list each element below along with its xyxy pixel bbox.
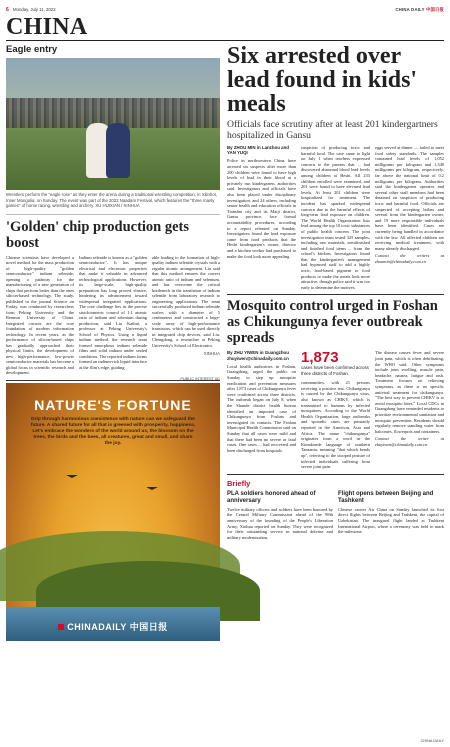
ad-copy: Drip through harmonious coexistence with nature can we safeguard the future. A shared future for all that is greened with prosperity, happiness, Let's embrace the wonders of the world around us, the blossom on the trees, the birds and the bees, all creatures, great and small, and share the joy.: [30, 416, 196, 446]
lead-article-col2: suspicion of producing toxic and harmful food. The case came to light on July 1 when teachers expressed concern to the parents that ... had discovered abnormal blood lead levels among children at Heshi. All 233 children enrolled were examined, and 201 were found to have elevated lead levels. At least 201 children were hospitalized for treatment. The incident has sparked widespread concern due to the harmful effects of long-term lead exposure on children. The World Health Organization lists lead among the top 10 toxic substances of public health concern. The joint investigation team tested 325 samples, including raw materials, semifinished and finished food items ... from the school's kitchen. Investigators found that the kindergarten's management had bypassed staff to add a highly toxic, lead-based pigment to food products to make the meals look more attractive, though police said it was too early to determine the motives.: [301, 145, 370, 290]
mosquito-col1-wrap: [227, 350, 296, 469]
chip-article-col2: Indium selenide is known as a "golden semiconductor". It has unique electrical and electronic properties that make it valuable in advanced technological applications. However, its large-scale, high-quality preparation has long proved elusive, hindering its advancement toward widespread integrated applications. The core challenge lies in the precise stoichiometric control of 1:1 atomic ratio of indium and selenium during production, said Liu Kaihui, a professor at Peking University's School of Physics. Using a liquid indium method, the research team formed amorphous indium selenide films and solid indium under sealed conditions. The reported indium forms formed an indium-rich liquid interface at the film's edge, guiding: [79, 254, 147, 370]
ad-label: PUBLIC INTEREST AD: [180, 376, 220, 381]
brief-headline: PLA soldiers honored ahead of anniversary: [227, 490, 316, 504]
chip-headline: 'Golden' chip production gets boost: [6, 218, 190, 251]
mosquito-article: [227, 350, 444, 469]
lead-article-col3: eggs served at dinner — failed to meet food safety standards. The samples contained lead levels of 1,052 milligrams per kilogram and 1,340 milligrams per kilogram, respectively, far above the national limit of 0.2 milligrams per kilogram. Authorities said the kindergarten operator and several other staff members had been detained on suspicion of producing toxic and harmful food. Officials are suspected of accepting bribes and several from the kindergarten owner, and 19 more responsible individuals have been identified. Cases are currently being handled in accordance with the law. All affected children are receiving medical treatment, with many already discharged.: [375, 145, 444, 251]
bird-icon: [146, 487, 158, 490]
section-title: CHINA: [6, 14, 88, 40]
lead-contact: Contact the writers at zhoumin@chinadaily.com.cn: [375, 253, 444, 264]
divider: [227, 294, 444, 295]
ad-logo: [6, 620, 220, 633]
case-count: 1,873: [301, 349, 339, 367]
brief-item: [227, 491, 333, 541]
wrestler-figure: [106, 123, 130, 178]
wrestling-photo: [6, 58, 220, 190]
right-column: [227, 44, 444, 540]
mosquito-col2-wrap: [301, 350, 370, 469]
footer-brand: CHINA DAILY: [420, 739, 444, 743]
photo-kicker: Eagle entry: [6, 44, 58, 55]
mosquito-article-col1: Local health authorities in Foshan, Guangdong, urged the public on Sunday to step up mosquito eradication and prevention measures after 1,873 cases of Chikungunya fever were confirmed across three districts. The outbreak began on July 8, when the Shunde district health bureau identified an imported case of Chikungunya from Foshan and investigated its contacts. The Foshan Municipal Health Commission said on Sunday that all cases were mild and that there had been no severe or fatal cases. One cases ... had recovered and been discharged from hospitals.: [227, 363, 297, 453]
brief-text: Twelve military officers and soldiers have been honored by the Central Military Commission ahead of the 98th anniversary of the founding of the People's Liberation Army, Xinhua reported on Sunday. They were recognized for their outstanding service in national defense and military modernization.: [227, 506, 333, 540]
lead-col3-wrap: [375, 145, 444, 290]
ad-logo-text: CHINADAILY: [67, 621, 127, 632]
brand-name-cn: 中国日报: [426, 7, 444, 12]
divider: [6, 214, 220, 215]
brand-name: CHINA DAILY: [395, 7, 425, 12]
chip-article-col3-wrap: [152, 255, 220, 376]
lead-col1-wrap: [227, 145, 296, 290]
issue-date: Monday, July 11, 2022: [12, 7, 56, 12]
ad-title: NATURE'S FORTUNE: [34, 396, 192, 413]
lead-subheadline: Officials face scrutiny after at least 201 kindergartners hospitalized in Gansu: [227, 119, 438, 141]
photo-caption: Wrestlers perform the "eagle rose" as they enter the arena during a traditional wrestling competition, in Xilinhot, Inner Mongolia, on Sunday. The event was part of the 2022 Naadam Festival, which features the "three manly games" of horse racing, wrestling and archery. XU HUIXIAN / XINHUA: [6, 192, 218, 209]
lead-headline: Six arrested over lead found in kids' meals: [227, 43, 418, 117]
chip-article: [6, 255, 220, 376]
brief-headline: Flight opens between Beijing and Tashkent: [338, 490, 434, 504]
briefly-label: Briefly: [227, 478, 251, 488]
section-divider: [6, 40, 444, 41]
lead-byline: By ZHOU MIN in Lanzhou and YAN YUQI: [227, 145, 289, 156]
lead-article-col1: Police in northwestern China have arrested six suspects after more than 200 children were found to have high levels of lead in their blood at a privately run kindergarten, authorities said. Investigators and officials have also been placed under disciplinary investigation, and 24 others, including senior health and education officials in Tianshui city and its Maiji district, Gansu province, face formal accountability procedures, according to a report released on Sunday. Investigators found the lead exposure came from food products that the Heshi kindergarten's owner, director and a kitchen worker had purchased to make the food look more appealing: [227, 158, 296, 259]
divider: [227, 474, 444, 475]
masthead-brand: [395, 7, 444, 13]
mosquito-contact: Contact the writer at zhuyiwen@chinadaily.com.cn: [375, 436, 444, 447]
mosquito-headline: Mosquito control urged in Foshan as Chikungunya fever outbreak spreads: [227, 298, 438, 347]
page-number: 6: [6, 7, 9, 13]
chip-article-col1: Chinese scientists have developed a novel method for the mass production of high-quality "golden semiconductor" indium selenide, opening a pathway for the manufacturing of a new generation of chips that perform better than the ones silicon-based technology. The study, published in the journal Science on Friday, was conducted by researchers from Peking University and the Renmin University of China. Integrated circuits are the core foundation of modern information technology. In recent years, as the performance of silicon-based chips has gradually approached their physical limits, the development of new high-performance, low-power semiconductor materials has become a global focus in scientific research and development.: [6, 254, 74, 376]
chip-credit: XINHUA: [203, 351, 220, 357]
brief-text: Chinese carrier Air China on Sunday launched its first direct flights between Beijing and Tashkent, the capital of Uzbekistan. The inaugural flight landed at Tashkent International Airport, where a ceremony was held to mark the milestone.: [338, 506, 444, 535]
case-count-text: cases have been confirmed across three districts of Foshan.: [301, 365, 369, 376]
public-interest-ad: [6, 376, 220, 641]
left-column: [6, 44, 220, 641]
logo-mark-icon: [58, 624, 64, 630]
mosquito-article-col3: The disease causes fever and severe joint pain, which is often debilitating, the WHO said. Other symptoms include joint swelling, muscle pain, headache, nausea, fatigue and rash. Treatment focuses on relieving symptoms, as there is no specific antiviral treatment for chikungunya. "The best way to prevent CHIKV is to avoid mosquito bites." Local CDCs in Guangdong have reminded residents to prioritize environmental sanitation and mosquito prevention. Residents should regularly remove standing water from balconies, flowerpots and containers.: [375, 350, 444, 434]
brief-item: [338, 491, 444, 541]
mosquito-article-col2: communities, with 21 persons receiving a positive test. Chikungunya is caused by the Chikungunya virus, also known as CHIKV, which is transmitted to humans by infected mosquitoes. According to the World Health Organization, large outbreaks and sporadic cases are primarily reported in the Americas, Asia and Africa. The name "chikungunya" originates from a word in the Kimakonde language of southern Tanzania, meaning "that which bends up", referring to the stooped posture of infected individuals suffering from severe joint pain.: [301, 380, 370, 470]
chip-article-col3: able leading to the formation of high-quality indium selenide crystals with a regular atomic arrangement. Liu said that this method ensures the correct atomic ratio of indium and selenium, and has overcome the critical bottleneck in the translation of indium selenide from laboratory research to engineering applications. The team successfully produced indium selenide wafers with a diameter of 5 centimeters and constructed a large-scale array of high-performance transistors, which can be used directly in integrated chip devices, said Liu. Chengdong, a researcher at Peking University's School of Electronics.: [152, 254, 220, 348]
page-number-date: [6, 7, 56, 13]
page-header: [6, 6, 444, 14]
lead-article: [227, 145, 444, 290]
mosquito-byline: By ZHU YIWEN in Guangzhou zhuyiwen@chinadaily.com.cn: [227, 350, 289, 361]
ad-logo-cn: 中国日报: [129, 621, 168, 632]
bird-icon: [66, 475, 78, 478]
briefly-section: [227, 491, 444, 541]
mosquito-col3-wrap: [375, 350, 444, 469]
